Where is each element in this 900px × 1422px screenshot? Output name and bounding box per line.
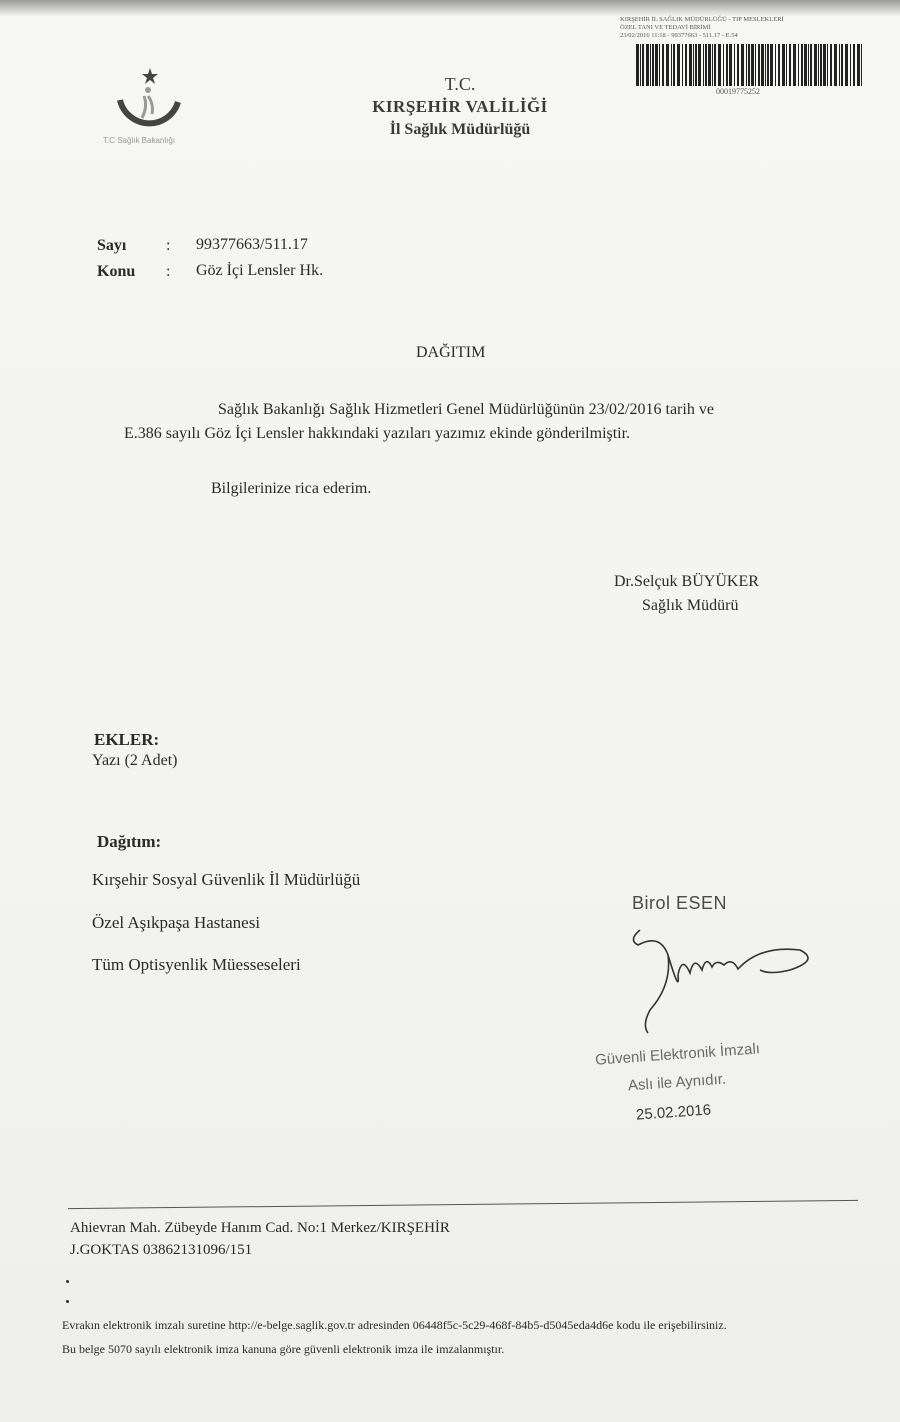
sayi-value: 99377663/511.17 xyxy=(196,236,308,253)
barcode-bar xyxy=(814,44,817,86)
stamp-line-1: Güvenli Elektronik İmzalı xyxy=(594,1040,761,1069)
barcode-bar xyxy=(808,44,809,86)
barcode-bar xyxy=(673,44,675,86)
konu-label: Konu xyxy=(97,263,136,280)
barcode-bar xyxy=(804,44,807,86)
barcode-bar xyxy=(734,44,735,86)
barcode-bar xyxy=(652,44,654,86)
barcode-bar xyxy=(636,44,639,86)
barcode-bar xyxy=(782,44,785,86)
barcode-bar xyxy=(798,44,799,86)
stamp-name: Birol ESEN xyxy=(632,893,728,913)
barcode-bar xyxy=(861,44,862,86)
header-tc: T.C. xyxy=(444,74,476,94)
barcode-bar xyxy=(714,44,716,86)
barcode-bar xyxy=(793,44,796,86)
barcode-bar xyxy=(778,44,780,86)
barcode-bar xyxy=(659,44,660,86)
dagitim-item: Tüm Optisyenlik Müesseseleri xyxy=(92,955,301,974)
barcode-bar xyxy=(830,44,832,86)
barcode-bar xyxy=(801,44,803,86)
barcode-bar xyxy=(695,44,697,86)
footer-address: Ahievran Mah. Zübeyde Hanım Cad. No:1 Merkez/KIRŞEHİR xyxy=(70,1220,450,1236)
barcode-bar xyxy=(845,44,848,86)
barcode-bar xyxy=(640,44,641,86)
barcode-bar xyxy=(850,44,851,86)
barcode-bar xyxy=(767,44,769,86)
barcode-bar xyxy=(857,44,860,86)
barcode-bar xyxy=(770,44,773,86)
barcode-bar xyxy=(671,44,672,86)
barcode-bar xyxy=(689,44,692,86)
barcode-bar xyxy=(642,44,644,86)
dagitim-heading: Dağıtım: xyxy=(97,832,162,851)
barcode-line-2: ÖZEL TANI VE TEDAVİ BİRİMİ xyxy=(620,24,711,31)
sayi-colon: : xyxy=(166,237,171,254)
barcode-bar xyxy=(810,44,812,86)
barcode-bar xyxy=(677,44,680,86)
body-line-2: E.386 sayılı Göz İçi Lensler hakkındaki yazıları yazımız ekinde gönderilmiştir. xyxy=(124,425,631,442)
barcode-bar xyxy=(655,44,658,86)
barcode-bar xyxy=(737,44,739,86)
signatory-name: Dr.Selçuk BÜYÜKER xyxy=(614,573,759,590)
signatory-title: Sağlık Müdürü xyxy=(642,597,739,614)
footer-divider xyxy=(68,1200,858,1209)
barcode-bar xyxy=(646,44,649,86)
footer-dot xyxy=(66,1280,69,1283)
stamp-date: 25.02.2016 xyxy=(635,1101,712,1124)
barcode-bar xyxy=(746,44,747,86)
barcode-bar xyxy=(823,44,826,86)
barcode-bar xyxy=(693,44,694,86)
barcode-bar xyxy=(662,44,664,86)
footer-legal-note: Bu belge 5070 sayılı elektronik imza kanuna göre güvenli elektronik imza ile imzalanmıştır. xyxy=(62,1342,505,1356)
barcode-bar xyxy=(827,44,828,86)
barcode-number: 00019775252 xyxy=(716,87,760,96)
barcode-bar xyxy=(761,44,764,86)
barcode-bar xyxy=(758,44,760,86)
barcode-bar xyxy=(723,44,724,86)
barcode-bar xyxy=(666,44,669,86)
barcode-bar xyxy=(712,44,713,86)
barcode-bar xyxy=(789,44,791,86)
header-governorship: KIRŞEHİR VALİLİĞİ xyxy=(372,97,548,116)
barcode-bar xyxy=(818,44,819,86)
footer-verification-note: Evrakın elektronik imzalı suretine http://e-belge.saglik.gov.tr adresinden 06448f5c-5c29-468f-84b5-d5045eda4d6e kodu ile erişebilirsiniz. xyxy=(62,1318,727,1332)
konu-value: Göz İçi Lensler Hk. xyxy=(196,262,324,279)
barcode-line-1: KIRŞEHİR İL SAĞLIK MÜDÜRLÜĞÜ - TIP MESLEKLERİ xyxy=(620,16,784,23)
body-line-1: Sağlık Bakanlığı Sağlık Hizmetleri Genel Müdürlüğünün 23/02/2016 tarih ve xyxy=(218,401,714,418)
sayi-label: Sayı xyxy=(97,237,127,254)
dagitim-item: Kırşehir Sosyal Güvenlik İl Müdürlüğü xyxy=(92,870,361,889)
barcode-bar xyxy=(853,44,855,86)
barcode-bar xyxy=(741,44,744,86)
barcode-bar xyxy=(650,44,651,86)
barcode-bar xyxy=(755,44,756,86)
footer-dot xyxy=(66,1300,69,1303)
barcode-bar xyxy=(718,44,721,86)
barcode-bar xyxy=(775,44,776,86)
header-directorate: İl Sağlık Müdürlüğü xyxy=(389,121,531,138)
body-closing: Bilgilerinize rica ederim. xyxy=(211,480,372,497)
barcode-bar xyxy=(839,44,840,86)
barcode-bar xyxy=(708,44,711,86)
logo-caption: T.C Sağlık Bakanlığı xyxy=(103,136,176,145)
barcode-bar xyxy=(834,44,837,86)
ekler-heading: EKLER: xyxy=(94,730,160,749)
barcode-bar xyxy=(682,44,683,86)
barcode-bar xyxy=(841,44,843,86)
barcode-bar xyxy=(705,44,707,86)
barcode-bar xyxy=(698,44,701,86)
barcode-bar xyxy=(726,44,728,86)
handwritten-signature xyxy=(620,915,820,1045)
barcode-line-3: 23/02/2016 11:18 - 99377663 - 511.17 - E.54 xyxy=(620,32,738,39)
footer-contact: J.GOKTAS 03862131096/151 xyxy=(70,1242,253,1258)
barcode-bar xyxy=(685,44,687,86)
barcode xyxy=(636,44,864,88)
barcode-bar xyxy=(748,44,750,86)
barcode-bar xyxy=(765,44,766,86)
ekler-item: Yazı (2 Adet) xyxy=(92,752,178,769)
barcode-bar xyxy=(786,44,787,86)
distribution-title: DAĞITIM xyxy=(416,344,486,361)
barcode-bar xyxy=(729,44,732,86)
konu-colon: : xyxy=(166,263,171,280)
stamp-line-2: Aslı ile Aynıdır. xyxy=(627,1070,727,1095)
dagitim-item: Özel Aşıkpaşa Hastanesi xyxy=(92,913,261,932)
barcode-bar xyxy=(703,44,704,86)
scan-edge xyxy=(0,0,900,16)
barcode-bar xyxy=(751,44,754,86)
barcode-bar xyxy=(820,44,822,86)
